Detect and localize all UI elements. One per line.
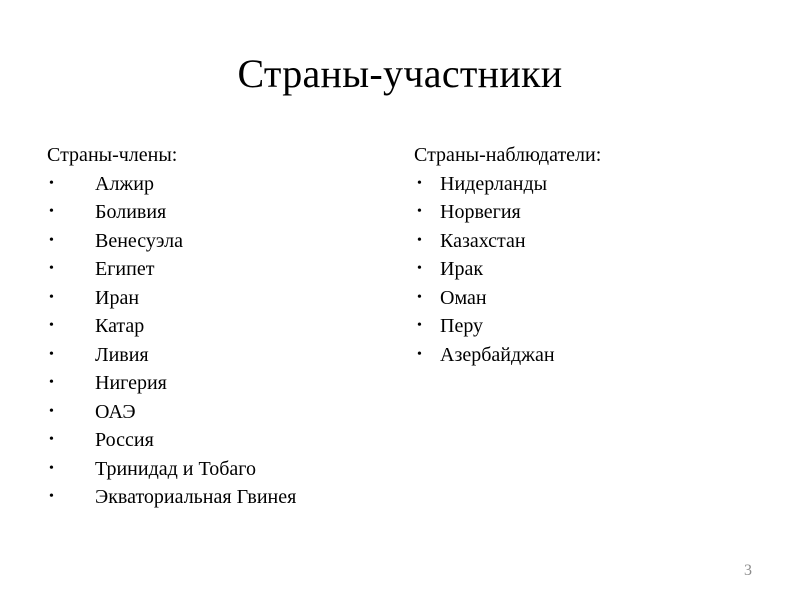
observer-countries-column [414, 141, 754, 369]
bullet-icon: • [49, 261, 54, 276]
country-name: Боливия [95, 201, 167, 223]
list-item [414, 198, 754, 227]
list-item [414, 312, 754, 341]
observer-countries-list [414, 170, 754, 370]
list-item [47, 170, 387, 199]
list-item [47, 426, 387, 455]
country-name: Ливия [95, 343, 149, 366]
country-name: Нидерланды [440, 172, 548, 195]
bullet-icon: • [49, 489, 54, 504]
list-item [47, 227, 387, 256]
member-countries-list [47, 170, 387, 512]
country-name: Катар [95, 315, 145, 337]
list-item [47, 341, 387, 370]
bullet-icon: • [49, 289, 54, 305]
list-item [47, 398, 387, 427]
bullet-icon: • [417, 346, 422, 362]
list-item [47, 255, 387, 284]
list-item [414, 341, 754, 370]
bullet-icon: • [417, 175, 422, 191]
member-countries-column [47, 141, 387, 512]
bullet-icon: • [49, 375, 54, 390]
bullet-icon: • [49, 346, 54, 362]
list-item [47, 369, 387, 398]
country-name: Россия [95, 429, 154, 451]
list-item [414, 227, 754, 256]
bullet-icon: • [49, 318, 54, 333]
bullet-icon: • [417, 232, 422, 248]
bullet-icon: • [49, 232, 54, 248]
country-name: ОАЭ [95, 400, 136, 423]
list-item [47, 198, 387, 227]
bullet-icon: • [49, 175, 54, 191]
country-name: Иран [95, 286, 140, 309]
bullet-icon: • [49, 460, 54, 476]
list-item [47, 312, 387, 341]
list-item [47, 455, 387, 484]
bullet-icon: • [49, 204, 54, 219]
slide-number: 3 [744, 562, 752, 579]
country-name: Нигерия [95, 372, 167, 394]
list-item [47, 284, 387, 313]
country-name: Перу [440, 315, 484, 337]
country-name: Норвегия [440, 201, 521, 223]
country-name: Азербайджан [440, 343, 555, 366]
country-name: Алжир [95, 172, 154, 195]
bullet-icon: • [49, 432, 54, 447]
country-name: Венесуэла [95, 229, 183, 252]
bullet-icon: • [49, 403, 54, 419]
slide-title: Страны-участники [237, 51, 563, 96]
country-name: Оман [440, 286, 487, 309]
list-item [414, 284, 754, 313]
bullet-icon: • [417, 318, 422, 333]
country-name: Египет [95, 258, 155, 280]
country-name: Ирак [440, 258, 484, 280]
country-name: Тринидад и Тобаго [95, 457, 256, 480]
country-name: Казахстан [440, 229, 526, 252]
member-countries-heading: Страны-члены: [47, 144, 178, 166]
bullet-icon: • [417, 261, 422, 276]
list-item [414, 170, 754, 199]
bullet-icon: • [417, 204, 422, 219]
bullet-icon: • [417, 289, 422, 305]
observer-countries-heading: Страны-наблюдатели: [414, 144, 602, 166]
list-item [414, 255, 754, 284]
list-item [47, 483, 387, 512]
country-name: Экваториальная Гвинея [95, 486, 297, 508]
